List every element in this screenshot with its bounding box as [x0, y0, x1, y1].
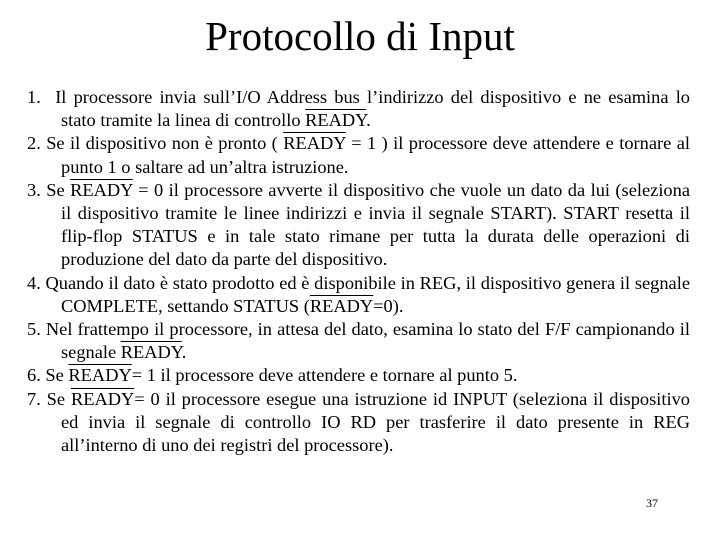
item-text: Se: [46, 179, 71, 200]
list-item: [27, 388, 690, 458]
ready-signal: READY: [68, 365, 132, 386]
item-text: Quando il dato è stato prodotto ed è disponibile in REG, il dispositivo genera il segnale COMPLETE, settando STATUS (: [45, 272, 690, 316]
ready-signal: READY: [283, 133, 346, 154]
item-text-end: = 1 il processore deve attendere e tornare al punto 5.: [131, 365, 518, 386]
ready-signal: READY: [70, 388, 135, 409]
item-text: Nel frattempo il processore, in attesa del dato, esamina lo stato del F/F campionando il segnale: [45, 319, 690, 363]
item-number: 4.: [27, 272, 41, 293]
list-item: [27, 272, 690, 318]
list-item: [27, 86, 690, 132]
item-number: 3.: [27, 179, 41, 200]
ready-signal: READY: [70, 179, 133, 200]
list-item: [27, 132, 690, 178]
ready-signal: READY: [305, 110, 367, 131]
item-text-end: .: [366, 110, 371, 131]
item-text-end: .: [181, 342, 187, 363]
item-text: Il processore invia sull’I/O Address bus l’indirizzo del dispositivo e ne esamina lo stato tramite la linea di controllo: [55, 87, 691, 131]
item-number: 5.: [27, 319, 41, 340]
item-text: Se: [45, 365, 69, 386]
list-item: [27, 179, 690, 272]
list-item: [27, 318, 690, 364]
item-text: Se: [46, 388, 71, 409]
item-text-end: =0).: [373, 295, 404, 316]
item-text-end: = 1 ) il processore deve attendere e tornare al punto 1 o saltare ad un’altra istruzione.: [61, 133, 690, 177]
slide-title: Protocollo di Input: [205, 13, 515, 59]
item-number: 1.: [27, 87, 41, 107]
item-number: 2.: [27, 133, 41, 154]
ready-signal: READY: [120, 342, 182, 363]
item-number: 6.: [27, 365, 41, 386]
item-number: 7.: [27, 388, 41, 409]
page-number: 37: [646, 496, 658, 510]
item-text-end: = 0 il processore avverte il dispositivo che vuole un dato da lui (seleziona il dispositivo tramite le linee indirizzi e invia il segnale START). START resetta il flip-flop STATUS e in tale stato rimane per tutta la durata delle operazioni di produzione del dato da parte del dispositivo.: [61, 179, 690, 270]
ready-signal: READY: [309, 295, 374, 316]
list-item: [27, 364, 690, 387]
item-text-end: = 0 il processore esegue una istruzione id INPUT (seleziona il dispositivo ed invia il segnale di controllo IO RD per trasferire il dato presente in REG all’interno di uno dei registri del processore).: [61, 388, 690, 456]
protocol-steps-list: [27, 86, 690, 457]
item-text: Se il dispositivo non è pronto (: [46, 133, 284, 154]
